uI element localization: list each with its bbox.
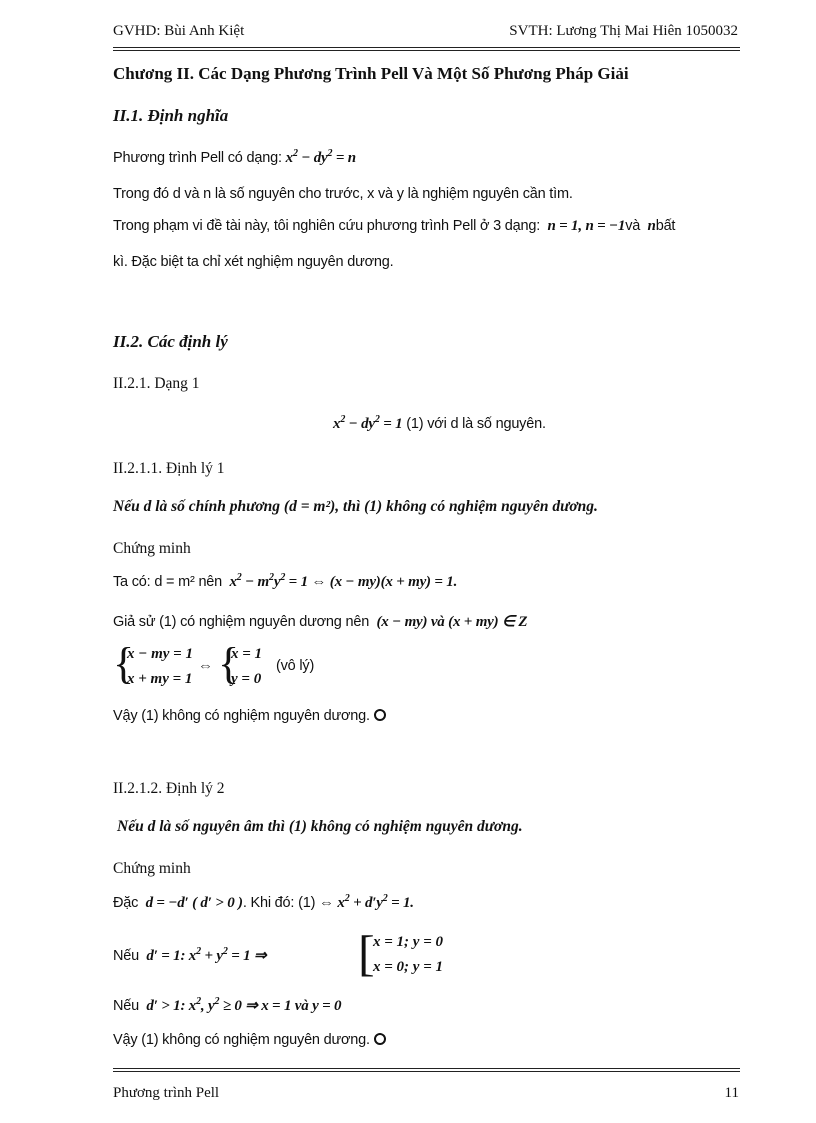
chapter-title: Chương II. Các Dạng Phương Trình Pell Và Một Số Phương Pháp Giải [113,64,629,83]
paragraph-text: và [625,218,641,234]
proof-text: Vậy (1) không có nghiệm nguyên dương. [113,708,370,724]
formula: d = −d′ ( d′ > 0 ) [142,895,243,911]
proof-line [113,895,414,912]
formula: x = 1 [231,646,263,662]
left-brace-icon: { [218,639,240,688]
formula: d′ = 1: $x^2 + y^2 = 1$ ⇒ [142,946,267,964]
header-rule [113,47,740,48]
paragraph [113,150,356,167]
proof-text: Vậy (1) không có nghiệm nguyên dương. [113,1032,370,1048]
paragraph-text: Trong phạm vi đề tài này, tôi nghiên cứu phương trình Pell ở 3 dạng: [113,218,541,234]
proof-label: Chứng minh [113,860,191,877]
equivalence-icon: ⇔ [198,658,213,674]
formula: ⇔ $x^2 + d'y^2 = 1$. [319,893,414,911]
proof-text: Nếu [113,998,139,1014]
left-brace-icon: { [113,639,135,688]
page-number: 11 [724,1085,739,1101]
proof-line [113,574,457,591]
section-title: II.2. Các định lý [113,332,228,351]
header-left: GVHD: Bùi Anh Kiệt [113,23,245,39]
formula: $x^2 - dy^2 = 1$ [333,414,403,432]
formula: $x^2 - dy^2 = n$ [285,148,356,166]
proof-conclusion [113,708,386,724]
paragraph-text: bất [655,218,676,234]
formula: $x^2 - m^2y^2 = 1$ ⇔ (x − my)(x + my) = 1. [225,572,458,590]
paragraph [113,218,675,235]
formula: x + my = 1 [127,671,193,687]
proof-text [113,946,266,965]
formula: y = 0 [231,671,262,687]
section-title: II.1. Định nghĩa [113,106,229,125]
equation [333,416,546,433]
paragraph-text: Phương trình Pell có dạng: [113,150,282,166]
header-right: SVTH: Lương Thị Mai Hiên 1050032 [509,23,738,39]
theorem-statement: Nếu d là số chính phương (d = m²), thì (1) không có nghiệm nguyên dương. [113,498,598,515]
proof-text: Ta có: d = m² nên [113,574,223,590]
formula: x = 1; y = 0 [373,934,443,950]
proof-text: Nếu [113,948,139,964]
paragraph: Trong đó d và n là số nguyên cho trước, x và y là nghiệm nguyên cần tìm. [113,186,573,202]
formula: d′ > 1: $x^2$, $y^2 \ge 0$ ⇒ x = 1 và y = 0 [142,996,342,1014]
qed-icon [374,709,386,721]
formula: x − my = 1 [127,646,193,662]
formula: n = 1, n = −1 [543,218,626,234]
proof-text: . Khi đó: (1) [242,895,316,911]
formula: n [644,218,656,234]
proof-line [113,612,527,631]
left-bracket-icon: [ [358,925,375,981]
proof-label: Chứng minh [113,540,191,557]
formula: x = 0; y = 1 [373,959,443,975]
footer-rule [113,1068,740,1069]
proof-conclusion [113,1032,386,1048]
formula: (x − my) và (x + my) ∈ Z [372,614,528,630]
theorem-heading: II.2.1.2. Định lý 2 [113,780,225,797]
paragraph: kì. Đặc biệt ta chỉ xét nghiệm nguyên dương. [113,254,394,270]
footer-left: Phương trình Pell [113,1085,220,1101]
theorem-statement: Nếu d là số nguyên âm thì (1) không có nghiệm nguyên dương. [117,818,523,835]
qed-icon [374,1033,386,1045]
proof-text: Đặc [113,895,139,911]
proof-line [113,996,341,1015]
proof-text: Giả sử (1) có nghiệm nguyên dương nên [113,614,370,630]
footer-rule-2 [113,1071,740,1072]
absurd-note: (vô lý) [276,658,315,674]
theorem-heading: II.2.1.1. Định lý 1 [113,460,225,477]
subsection-title: II.2.1. Dạng 1 [113,375,200,392]
equation-text: (1) với d là số nguyên. [406,416,546,432]
header-rule-2 [113,50,740,51]
